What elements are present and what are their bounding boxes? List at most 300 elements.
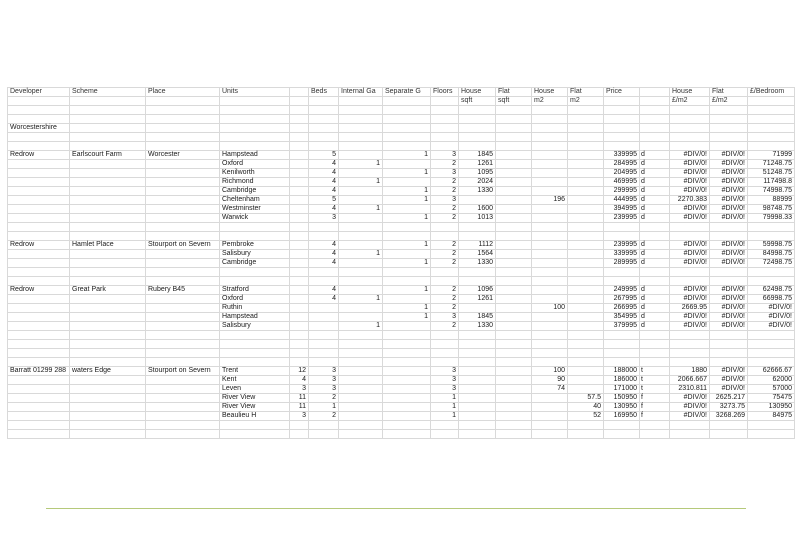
cell[interactable]: 98748.75 [748, 205, 795, 214]
cell[interactable] [339, 268, 383, 277]
cell[interactable] [604, 430, 640, 439]
cell[interactable]: Hampstead [220, 151, 290, 160]
cell[interactable] [431, 430, 459, 439]
cell[interactable]: Rubery B45 [146, 286, 220, 295]
cell[interactable]: 379995 [604, 322, 640, 331]
cell[interactable] [290, 106, 309, 115]
cell[interactable]: #DIV/0! [710, 241, 748, 250]
cell[interactable]: 339995 [604, 250, 640, 259]
cell[interactable] [8, 187, 70, 196]
cell[interactable] [532, 241, 568, 250]
cell[interactable]: Salisbury [220, 322, 290, 331]
cell[interactable] [220, 340, 290, 349]
cell[interactable] [568, 286, 604, 295]
cell[interactable] [8, 205, 70, 214]
cell[interactable] [290, 304, 309, 313]
cell[interactable] [383, 277, 431, 286]
cell[interactable] [8, 394, 70, 403]
cell[interactable] [459, 421, 496, 430]
cell[interactable]: Leven [220, 385, 290, 394]
cell[interactable] [568, 268, 604, 277]
header-cell[interactable]: sqft [459, 97, 496, 106]
header-cell[interactable]: Developer [8, 88, 70, 97]
cell[interactable] [8, 259, 70, 268]
cell[interactable]: 1 [339, 322, 383, 331]
cell[interactable] [568, 358, 604, 367]
cell[interactable] [309, 340, 339, 349]
cell[interactable]: 1 [339, 295, 383, 304]
cell[interactable] [146, 313, 220, 322]
header-cell[interactable]: £/m2 [670, 97, 710, 106]
cell[interactable] [604, 340, 640, 349]
cell[interactable] [383, 349, 431, 358]
cell[interactable] [496, 133, 532, 142]
cell[interactable] [496, 349, 532, 358]
cell[interactable]: 3 [431, 385, 459, 394]
cell[interactable] [496, 142, 532, 151]
cell[interactable]: 266995 [604, 304, 640, 313]
cell[interactable] [496, 223, 532, 232]
cell[interactable] [748, 115, 795, 124]
cell[interactable] [8, 115, 70, 124]
cell[interactable] [710, 115, 748, 124]
cell[interactable] [459, 268, 496, 277]
cell[interactable] [309, 133, 339, 142]
header-cell[interactable] [431, 97, 459, 106]
cell[interactable] [220, 421, 290, 430]
cell[interactable]: Stourport on Severn [146, 241, 220, 250]
cell[interactable] [309, 349, 339, 358]
cell[interactable] [70, 421, 146, 430]
cell[interactable] [568, 430, 604, 439]
cell[interactable] [459, 106, 496, 115]
cell[interactable]: d [640, 313, 670, 322]
cell[interactable] [146, 412, 220, 421]
cell[interactable]: #DIV/0! [670, 286, 710, 295]
cell[interactable]: 1 [383, 169, 431, 178]
header-cell[interactable]: House [670, 88, 710, 97]
cell[interactable] [568, 196, 604, 205]
cell[interactable] [383, 160, 431, 169]
cell[interactable]: #DIV/0! [670, 178, 710, 187]
cell[interactable] [532, 286, 568, 295]
cell[interactable]: 4 [309, 286, 339, 295]
cell[interactable]: 2 [431, 178, 459, 187]
cell[interactable]: 239995 [604, 241, 640, 250]
cell[interactable] [339, 232, 383, 241]
cell[interactable]: 3 [431, 376, 459, 385]
cell[interactable]: #DIV/0! [710, 322, 748, 331]
cell[interactable] [383, 115, 431, 124]
cell[interactable] [459, 340, 496, 349]
cell[interactable] [146, 340, 220, 349]
cell[interactable] [8, 268, 70, 277]
cell[interactable] [532, 115, 568, 124]
cell[interactable]: 204995 [604, 169, 640, 178]
cell[interactable] [431, 340, 459, 349]
cell[interactable]: 4 [309, 295, 339, 304]
cell[interactable] [383, 394, 431, 403]
cell[interactable] [309, 142, 339, 151]
cell[interactable] [532, 178, 568, 187]
cell[interactable]: 90 [532, 376, 568, 385]
cell[interactable] [496, 232, 532, 241]
header-cell[interactable]: Flat [496, 88, 532, 97]
cell[interactable]: 284995 [604, 160, 640, 169]
cell[interactable] [8, 106, 70, 115]
cell[interactable] [459, 367, 496, 376]
cell[interactable] [748, 331, 795, 340]
cell[interactable] [640, 106, 670, 115]
cell[interactable]: Salisbury [220, 250, 290, 259]
cell[interactable]: 3 [309, 214, 339, 223]
cell[interactable] [640, 430, 670, 439]
cell[interactable] [339, 187, 383, 196]
header-cell[interactable] [70, 97, 146, 106]
cell[interactable] [710, 430, 748, 439]
cell[interactable]: 4 [309, 187, 339, 196]
cell[interactable] [309, 115, 339, 124]
cell[interactable] [146, 178, 220, 187]
cell[interactable]: 1330 [459, 322, 496, 331]
cell[interactable]: 2024 [459, 178, 496, 187]
cell[interactable] [220, 358, 290, 367]
cell[interactable]: 2310.811 [670, 385, 710, 394]
cell[interactable]: #DIV/0! [710, 169, 748, 178]
cell[interactable]: Redrow [8, 286, 70, 295]
cell[interactable] [339, 412, 383, 421]
cell[interactable]: d [640, 214, 670, 223]
cell[interactable] [640, 124, 670, 133]
cell[interactable] [496, 241, 532, 250]
cell[interactable]: 3 [309, 385, 339, 394]
cell[interactable] [670, 115, 710, 124]
cell[interactable] [568, 115, 604, 124]
cell[interactable] [383, 106, 431, 115]
cell[interactable] [339, 214, 383, 223]
cell[interactable] [748, 430, 795, 439]
cell[interactable] [459, 385, 496, 394]
cell[interactable] [604, 115, 640, 124]
cell[interactable] [8, 358, 70, 367]
cell[interactable] [748, 277, 795, 286]
cell[interactable]: 1 [383, 151, 431, 160]
header-cell[interactable]: £/m2 [710, 97, 748, 106]
header-cell[interactable]: House [459, 88, 496, 97]
cell[interactable] [568, 223, 604, 232]
cell[interactable] [496, 358, 532, 367]
cell[interactable]: #DIV/0! [748, 304, 795, 313]
cell[interactable] [339, 340, 383, 349]
cell[interactable] [70, 412, 146, 421]
cell[interactable] [70, 178, 146, 187]
cell[interactable]: #DIV/0! [670, 151, 710, 160]
cell[interactable]: 1330 [459, 187, 496, 196]
cell[interactable]: #DIV/0! [670, 187, 710, 196]
cell[interactable]: 169950 [604, 412, 640, 421]
cell[interactable] [146, 268, 220, 277]
cell[interactable]: #DIV/0! [748, 313, 795, 322]
cell[interactable] [710, 358, 748, 367]
cell[interactable]: 444995 [604, 196, 640, 205]
cell[interactable]: 2 [431, 250, 459, 259]
cell[interactable]: d [640, 160, 670, 169]
cell[interactable]: #DIV/0! [670, 412, 710, 421]
cell[interactable]: 2 [431, 241, 459, 250]
cell[interactable] [146, 430, 220, 439]
cell[interactable] [220, 106, 290, 115]
cell[interactable]: d [640, 205, 670, 214]
cell[interactable] [309, 430, 339, 439]
cell[interactable] [568, 277, 604, 286]
cell[interactable] [339, 394, 383, 403]
cell[interactable] [568, 106, 604, 115]
cell[interactable] [290, 268, 309, 277]
cell[interactable]: #DIV/0! [710, 367, 748, 376]
cell[interactable] [146, 295, 220, 304]
cell[interactable] [496, 295, 532, 304]
cell[interactable]: d [640, 241, 670, 250]
cell[interactable] [431, 421, 459, 430]
cell[interactable]: 299995 [604, 187, 640, 196]
cell[interactable]: Hampstead [220, 313, 290, 322]
cell[interactable] [532, 133, 568, 142]
cell[interactable]: 1013 [459, 214, 496, 223]
cell[interactable] [532, 187, 568, 196]
cell[interactable]: #DIV/0! [670, 214, 710, 223]
header-cell[interactable] [290, 97, 309, 106]
cell[interactable] [568, 295, 604, 304]
cell[interactable] [670, 232, 710, 241]
cell[interactable] [568, 178, 604, 187]
cell[interactable] [496, 250, 532, 259]
cell[interactable]: 3 [431, 169, 459, 178]
cell[interactable] [431, 115, 459, 124]
cell[interactable] [290, 151, 309, 160]
cell[interactable]: 1 [383, 304, 431, 313]
cell[interactable]: Stourport on Severn [146, 367, 220, 376]
cell[interactable]: 52 [568, 412, 604, 421]
cell[interactable] [309, 232, 339, 241]
cell[interactable]: 3 [309, 376, 339, 385]
cell[interactable] [290, 232, 309, 241]
cell[interactable] [290, 241, 309, 250]
cell[interactable] [8, 133, 70, 142]
header-cell[interactable]: Internal Ga [339, 88, 383, 97]
cell[interactable] [532, 214, 568, 223]
cell[interactable]: t [640, 385, 670, 394]
cell[interactable]: 75475 [748, 394, 795, 403]
cell[interactable] [339, 286, 383, 295]
cell[interactable] [532, 349, 568, 358]
cell[interactable] [496, 214, 532, 223]
cell[interactable] [146, 385, 220, 394]
cell[interactable] [8, 142, 70, 151]
cell[interactable] [459, 115, 496, 124]
cell[interactable] [459, 142, 496, 151]
cell[interactable]: 4 [309, 259, 339, 268]
cell[interactable]: d [640, 169, 670, 178]
cell[interactable]: Kenilworth [220, 169, 290, 178]
cell[interactable] [383, 367, 431, 376]
cell[interactable] [290, 214, 309, 223]
cell[interactable] [383, 232, 431, 241]
cell[interactable] [496, 277, 532, 286]
cell[interactable] [670, 223, 710, 232]
header-cell[interactable]: Units [220, 88, 290, 97]
cell[interactable] [670, 349, 710, 358]
cell[interactable] [339, 259, 383, 268]
cell[interactable] [496, 259, 532, 268]
cell[interactable]: Stratford [220, 286, 290, 295]
cell[interactable]: 4 [309, 169, 339, 178]
header-cell[interactable]: Beds [309, 88, 339, 97]
cell[interactable] [568, 214, 604, 223]
cell[interactable] [383, 223, 431, 232]
header-cell[interactable] [290, 88, 309, 97]
cell[interactable] [290, 124, 309, 133]
cell[interactable] [383, 295, 431, 304]
cell[interactable] [496, 367, 532, 376]
cell[interactable] [290, 331, 309, 340]
cell[interactable] [339, 430, 383, 439]
header-cell[interactable] [309, 97, 339, 106]
header-cell[interactable]: Floors [431, 88, 459, 97]
cell[interactable] [459, 304, 496, 313]
cell[interactable] [604, 223, 640, 232]
cell[interactable]: Kent [220, 376, 290, 385]
cell[interactable]: 1 [339, 178, 383, 187]
cell[interactable] [710, 331, 748, 340]
cell[interactable] [532, 106, 568, 115]
cell[interactable] [459, 331, 496, 340]
cell[interactable] [532, 430, 568, 439]
cell[interactable] [604, 232, 640, 241]
cell[interactable]: 79998.33 [748, 214, 795, 223]
header-cell[interactable] [8, 97, 70, 106]
cell[interactable] [220, 331, 290, 340]
header-cell[interactable] [383, 97, 431, 106]
cell[interactable]: 57000 [748, 385, 795, 394]
cell[interactable] [459, 403, 496, 412]
cell[interactable] [220, 277, 290, 286]
cell[interactable] [710, 142, 748, 151]
cell[interactable] [604, 124, 640, 133]
cell[interactable] [146, 205, 220, 214]
header-cell[interactable]: £/Bedroom [748, 88, 795, 97]
cell[interactable] [339, 106, 383, 115]
cell[interactable] [70, 214, 146, 223]
cell[interactable] [496, 322, 532, 331]
cell[interactable] [568, 331, 604, 340]
cell[interactable] [431, 358, 459, 367]
cell[interactable]: Barratt 01299 288 [8, 367, 70, 376]
cell[interactable] [568, 142, 604, 151]
cell[interactable]: 3268.269 [710, 412, 748, 421]
cell[interactable] [532, 223, 568, 232]
cell[interactable] [431, 106, 459, 115]
cell[interactable]: 1330 [459, 259, 496, 268]
cell[interactable] [339, 367, 383, 376]
cell[interactable] [496, 385, 532, 394]
header-cell[interactable] [640, 97, 670, 106]
cell[interactable] [496, 196, 532, 205]
cell[interactable]: #DIV/0! [748, 322, 795, 331]
cell[interactable] [670, 133, 710, 142]
cell[interactable] [220, 142, 290, 151]
cell[interactable] [8, 313, 70, 322]
cell[interactable] [70, 322, 146, 331]
cell[interactable]: #DIV/0! [670, 241, 710, 250]
cell[interactable] [496, 205, 532, 214]
cell[interactable] [459, 349, 496, 358]
cell[interactable]: 11 [290, 403, 309, 412]
cell[interactable] [146, 124, 220, 133]
cell[interactable] [496, 331, 532, 340]
cell[interactable]: 84998.75 [748, 250, 795, 259]
cell[interactable]: 1 [339, 250, 383, 259]
cell[interactable] [383, 421, 431, 430]
cell[interactable] [532, 151, 568, 160]
cell[interactable]: 289995 [604, 259, 640, 268]
cell[interactable]: #DIV/0! [670, 169, 710, 178]
cell[interactable]: #DIV/0! [670, 313, 710, 322]
cell[interactable]: 51248.75 [748, 169, 795, 178]
cell[interactable]: 1 [309, 403, 339, 412]
cell[interactable]: Cambridge [220, 259, 290, 268]
cell[interactable] [146, 196, 220, 205]
cell[interactable]: 100 [532, 367, 568, 376]
cell[interactable] [532, 259, 568, 268]
cell[interactable] [640, 331, 670, 340]
cell[interactable] [710, 277, 748, 286]
cell[interactable]: 239995 [604, 214, 640, 223]
cell[interactable] [309, 268, 339, 277]
cell[interactable] [383, 178, 431, 187]
cell[interactable] [459, 394, 496, 403]
cell[interactable] [568, 367, 604, 376]
county-label[interactable]: Worcestershire [8, 124, 70, 133]
cell[interactable] [670, 142, 710, 151]
cell[interactable] [309, 106, 339, 115]
cell[interactable] [290, 178, 309, 187]
cell[interactable]: #DIV/0! [710, 187, 748, 196]
cell[interactable]: 3 [290, 385, 309, 394]
cell[interactable] [496, 286, 532, 295]
cell[interactable] [70, 304, 146, 313]
cell[interactable] [339, 241, 383, 250]
cell[interactable] [146, 187, 220, 196]
cell[interactable] [532, 421, 568, 430]
cell[interactable] [670, 106, 710, 115]
header-cell[interactable]: Price [604, 88, 640, 97]
cell[interactable] [670, 430, 710, 439]
cell[interactable] [290, 196, 309, 205]
cell[interactable] [70, 160, 146, 169]
cell[interactable] [146, 349, 220, 358]
cell[interactable] [70, 340, 146, 349]
cell[interactable] [309, 277, 339, 286]
cell[interactable] [290, 313, 309, 322]
cell[interactable]: 354995 [604, 313, 640, 322]
cell[interactable] [146, 115, 220, 124]
cell[interactable] [70, 376, 146, 385]
cell[interactable] [146, 376, 220, 385]
cell[interactable]: 2625.217 [710, 394, 748, 403]
cell[interactable] [146, 142, 220, 151]
cell[interactable] [70, 223, 146, 232]
cell[interactable] [496, 178, 532, 187]
